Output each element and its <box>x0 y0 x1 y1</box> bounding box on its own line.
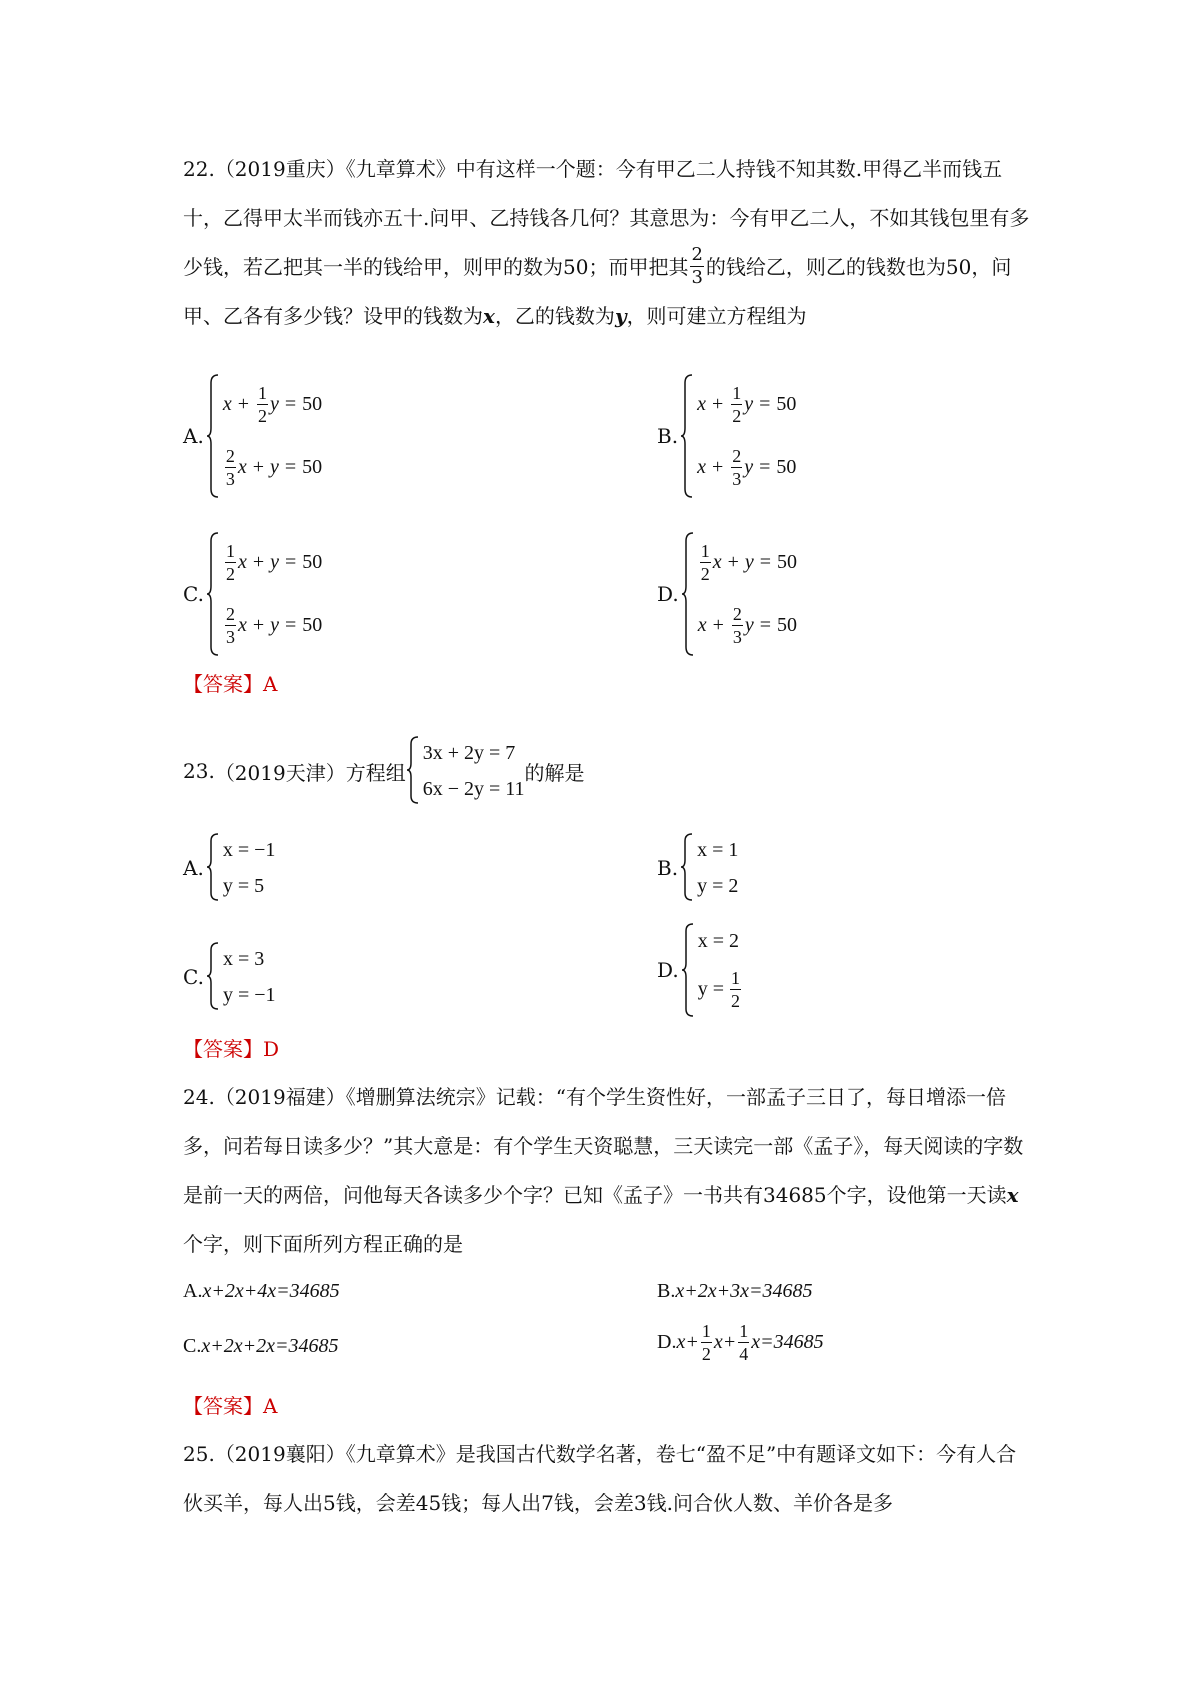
left-brace-icon <box>681 531 695 657</box>
option-label: D. <box>657 582 679 606</box>
left-brace-icon <box>681 922 695 1018</box>
option-label: C. <box>183 1335 202 1357</box>
equation-system <box>681 531 797 657</box>
equation: y = 2 <box>697 874 739 897</box>
option-label: B. <box>657 1280 676 1302</box>
equation-system <box>206 531 322 657</box>
equation-system <box>680 832 738 904</box>
equation: $\frac{1}{2}$ x + y = 50 <box>700 541 798 584</box>
answer-22: 【答案】A <box>183 672 278 696</box>
option-d[interactable] <box>657 922 743 1018</box>
option-d[interactable] <box>657 531 797 657</box>
fraction: $\frac{1}{4}$ <box>739 1321 749 1364</box>
equation: x + $\frac{1}{2}$ y = 50 <box>697 383 797 426</box>
equation: y = −1 <box>222 983 276 1006</box>
option-label: C. <box>183 965 204 989</box>
question-number: 24. <box>183 1085 215 1109</box>
question-25 <box>183 1430 1035 1528</box>
option-label: B. <box>657 856 679 880</box>
question-number: 23. <box>183 759 215 783</box>
left-brace-icon <box>206 941 220 1011</box>
option-c[interactable] <box>183 531 322 657</box>
option-b[interactable] <box>657 373 796 499</box>
left-brace-icon <box>680 373 694 499</box>
equation: x = −1 <box>222 838 276 861</box>
question-source: （2019重庆） <box>214 157 346 181</box>
option-label: A. <box>183 1280 203 1302</box>
question-24 <box>183 1073 1035 1269</box>
option-c[interactable] <box>183 1335 338 1358</box>
question-text: ，乙的钱数为 <box>494 304 615 328</box>
left-brace-icon <box>206 832 220 902</box>
equation: x = 1 <box>697 838 739 861</box>
option-expression: x+2x+2x=34685 <box>201 1335 339 1357</box>
equation: x + $\frac{2}{3}$ y = 50 <box>697 604 798 647</box>
option-label: A. <box>183 856 204 880</box>
equation: $\frac{2}{3}$ x + y = 50 <box>225 604 323 647</box>
question-text: 个字，则下面所列方程正确的是 <box>183 1232 463 1256</box>
equation: x = 3 <box>222 947 265 970</box>
equation-system <box>206 832 276 904</box>
equation: $\frac{1}{2}$ x + y = 50 <box>225 541 323 584</box>
equation-system <box>680 373 796 499</box>
equation: $\frac{2}{3}$ x + y = 50 <box>225 446 323 489</box>
variable-x: x <box>1006 1183 1019 1207</box>
equation-system <box>206 373 322 499</box>
answer-24: 【答案】A <box>183 1394 278 1418</box>
option-expression: x+2x+4x=34685 <box>202 1280 340 1302</box>
question-text: 《九章算术》是我国古代数学名著，卷七“盈不足”中有题译文如下：今有人合伙买羊，每人出5钱，会差45钱；每人出7钱，会差3钱.问合伙人数、羊价各是多 <box>183 1442 1017 1515</box>
question-number: 22. <box>183 157 215 181</box>
equation-system <box>681 922 743 1018</box>
question-text: ，则可建立方程组为 <box>626 304 807 328</box>
answer-23: 【答案】D <box>183 1037 280 1061</box>
left-brace-icon <box>206 531 220 657</box>
option-label: C. <box>183 582 204 606</box>
fraction: $\frac{2}{3}$ <box>691 244 703 288</box>
variable-y: y <box>614 304 627 328</box>
option-b[interactable] <box>657 1280 812 1303</box>
question-text: 方程组 <box>345 760 406 785</box>
equation: x = 2 <box>697 929 739 952</box>
left-brace-icon <box>206 373 220 499</box>
option-expression: x+2x+3x=34685 <box>675 1280 813 1302</box>
option-c[interactable] <box>183 941 276 1013</box>
fraction: $\frac{1}{2}$ <box>701 1321 711 1364</box>
option-d[interactable]: D. x+ $\frac{1}{2}$ x+ $\frac{1}{4}$ x=34685 <box>657 1321 824 1364</box>
equation: 6x − 2y = 11 <box>422 777 525 800</box>
equation: x + $\frac{2}{3}$ y = 50 <box>697 446 797 489</box>
equation: 3x + 2y = 7 <box>422 741 516 764</box>
question-text: 《增删算法统宗》记载：“有个学生资性好，一部孟子三日了，每日增添一倍多，问若每日读多少？”其大意是：有个学生天资聪慧，三天读完一部《孟子》，每天阅读的字数是前一天的两倍，问他每天各读多少个字？已知《孟子》一书共有34685个字，设他第一天读 <box>183 1085 1024 1207</box>
question-source: （2019襄阳） <box>214 1442 346 1466</box>
option-b[interactable] <box>657 832 738 904</box>
equation-system <box>206 941 276 1013</box>
option-a[interactable] <box>183 1280 340 1303</box>
left-brace-icon <box>406 735 420 805</box>
option-a[interactable] <box>183 373 322 499</box>
option-label: D. <box>657 958 679 982</box>
question-text: 《九章算术》中有这样一个题：今有甲乙二人持钱不知其数.甲得乙半而钱五十，乙得甲太半而钱亦五十.问甲、乙持钱各几何？其意思为：今有甲乙二人，不如其钱包里有多少钱，若乙把其一半的钱给甲，则甲的数为50；而甲把其 <box>183 157 1030 279</box>
question-number: 25. <box>183 1442 215 1466</box>
question-text: 的解是 <box>524 760 585 785</box>
question-22 <box>183 145 1035 341</box>
option-label: A. <box>183 424 204 448</box>
question-text: 的钱给乙，则乙的钱数也为50，问甲、乙各有多少钱？设甲的钱数为 <box>183 255 1012 328</box>
question-source: （2019福建） <box>214 1085 346 1109</box>
option-label: D. <box>657 1331 677 1353</box>
equation: y = 5 <box>222 874 265 897</box>
option-a[interactable] <box>183 832 275 904</box>
left-brace-icon <box>680 832 694 902</box>
equation-system <box>406 735 525 807</box>
question-source: （2019天津） <box>214 760 346 785</box>
equation: y = $\frac{1}{2}$ <box>697 967 740 1011</box>
equation: x + $\frac{1}{2}$ y = 50 <box>222 383 323 426</box>
option-label: B. <box>657 424 679 448</box>
question-23 <box>183 735 585 807</box>
variable-x: x <box>483 304 495 328</box>
